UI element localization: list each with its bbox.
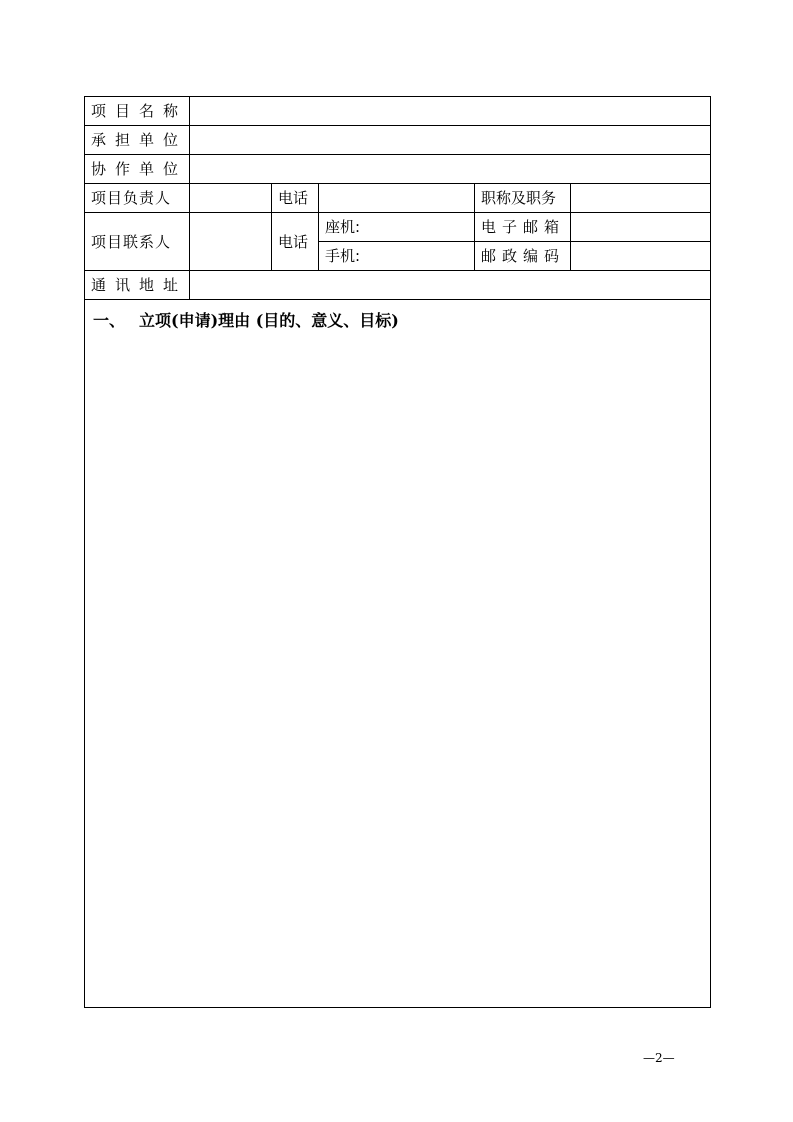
undertaking-unit-field[interactable] — [190, 126, 711, 155]
project-name-label: 项目名称 — [85, 97, 190, 126]
address-label: 通讯地址 — [85, 271, 190, 300]
undertaking-unit-row — [85, 126, 711, 155]
section1-number: 一、 — [93, 311, 126, 330]
page-number: —2— — [643, 1051, 675, 1065]
section1-cell[interactable] — [85, 300, 711, 1008]
mobile-field[interactable]: 手机: — [319, 242, 475, 271]
project-leader-label: 项目负责人 — [85, 184, 190, 213]
cooperating-unit-field[interactable] — [190, 155, 711, 184]
project-leader-field[interactable] — [190, 184, 272, 213]
undertaking-unit-label: 承担单位 — [85, 126, 190, 155]
title-position-field[interactable] — [571, 184, 711, 213]
address-field[interactable] — [190, 271, 711, 300]
email-field[interactable] — [571, 213, 711, 242]
postcode-label: 邮政编码 — [475, 242, 571, 271]
section1-title: 立项(申请)理由 (目的、意义、目标) — [139, 311, 399, 330]
project-name-field[interactable] — [190, 97, 711, 126]
contact-phone-label: 电话 — [272, 213, 319, 271]
leader-phone-label: 电话 — [272, 184, 319, 213]
title-position-label: 职称及职务 — [475, 184, 571, 213]
landline-field[interactable]: 座机: — [319, 213, 475, 242]
address-row — [85, 271, 711, 300]
cooperating-unit-row — [85, 155, 711, 184]
application-form-table — [84, 96, 711, 1008]
section1-row — [85, 300, 711, 1008]
leader-phone-field[interactable] — [319, 184, 475, 213]
email-label: 电子邮箱 — [475, 213, 571, 242]
project-contact-row — [85, 213, 711, 242]
project-leader-row — [85, 184, 711, 213]
project-name-row — [85, 97, 711, 126]
postcode-field[interactable] — [571, 242, 711, 271]
cooperating-unit-label: 协作单位 — [85, 155, 190, 184]
section1-heading — [93, 310, 710, 332]
project-contact-field[interactable] — [190, 213, 272, 271]
project-contact-label: 项目联系人 — [85, 213, 190, 271]
